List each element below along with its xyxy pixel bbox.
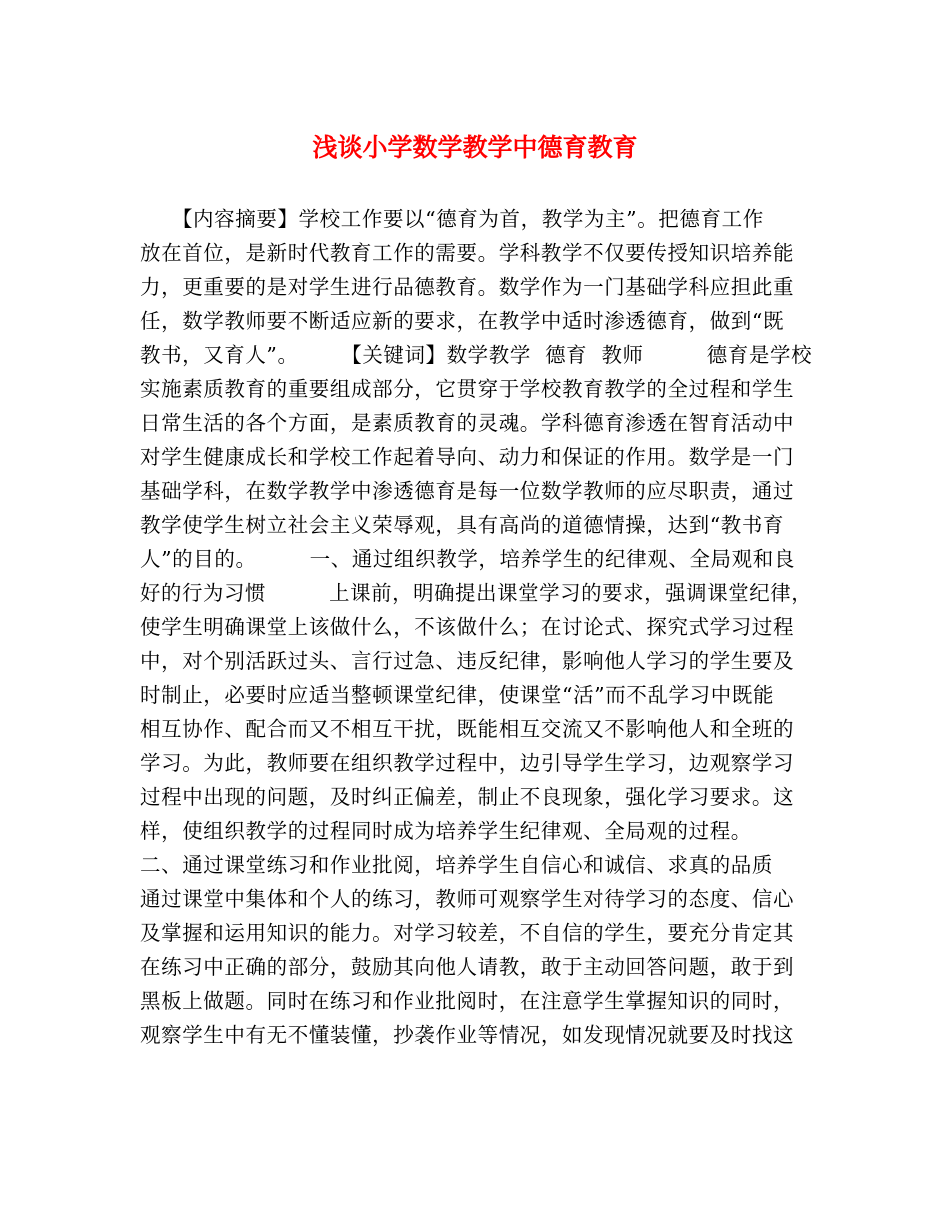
body-line: 教书，又育人”。 【关键词】数学教学 德育 教师 德育是学校 <box>140 343 813 367</box>
body-line: 二、通过课堂练习和作业批阅，培养学生自信心和诚信、求真的品质 <box>140 853 773 877</box>
body-line: 学习。为此，教师要在组织教学过程中，边引导学生学习，边观察学习 <box>140 751 795 775</box>
body-line: 教学使学生树立社会主义荣辱观，具有高尚的道德情操，达到“教书育 <box>140 513 785 537</box>
body-line: 及掌握和运用知识的能力。对学习较差，不自信的学生，要充分肯定其 <box>140 921 795 945</box>
body-line: 样，使组织教学的过程同时成为培养学生纪律观、全局观的过程。 <box>140 819 752 843</box>
body-line: 任，数学教师要不断适应新的要求，在教学中适时渗透德育，做到“既 <box>140 309 785 333</box>
body-line: 基础学科，在数学教学中渗透德育是每一位数学教师的应尽职责，通过 <box>140 479 795 503</box>
document-title: 浅谈小学数学教学中德育教育 <box>312 133 638 162</box>
body-line: 【内容摘要】学校工作要以“德育为首，教学为主”。把德育工作 <box>140 207 764 231</box>
body-line: 使学生明确课堂上该做什么，不该做什么；在讨论式、探究式学习过程 <box>140 615 795 639</box>
document-body <box>140 202 812 1052</box>
body-line: 时制止，必要时应适当整顿课堂纪律，使课堂“活”而不乱学习中既能 <box>140 683 775 707</box>
body-line: 放在首位，是新时代教育工作的需要。学科教学不仅要传授知识培养能 <box>140 241 795 265</box>
body-line: 过程中出现的问题，及时纠正偏差，制止不良现象，强化学习要求。这 <box>140 785 795 809</box>
body-line: 黑板上做题。同时在练习和作业批阅时，在注意学生掌握知识的同时， <box>140 989 795 1013</box>
body-line: 相互协作、配合而又不相互干扰，既能相互交流又不影响他人和全班的 <box>140 717 795 741</box>
body-line: 观察学生中有无不懂装懂，抄袭作业等情况，如发现情况就要及时找这 <box>140 1023 795 1047</box>
body-line: 力，更重要的是对学生进行品德教育。数学作为一门基础学科应担此重 <box>140 275 795 299</box>
body-line: 人”的目的。 一、通过组织教学，培养学生的纪律观、全局观和良 <box>140 547 795 571</box>
body-line: 对学生健康成长和学校工作起着导向、动力和保证的作用。数学是一门 <box>140 445 795 469</box>
body-line: 实施素质教育的重要组成部分，它贯穿于学校教育教学的全过程和学生 <box>140 377 795 401</box>
body-line: 好的行为习惯 上课前，明确提出课堂学习的要求，强调课堂纪律， <box>140 581 813 605</box>
body-line: 日常生活的各个方面，是素质教育的灵魂。学科德育渗透在智育活动中 <box>140 411 795 435</box>
body-line: 通过课堂中集体和个人的练习，教师可观察学生对待学习的态度、信心 <box>140 887 795 911</box>
body-line: 在练习中正确的部分，鼓励其向他人请教，敢于主动回答问题，敢于到 <box>140 955 795 979</box>
body-line: 中，对个别活跃过头、言行过急、违反纪律，影响他人学习的学生要及 <box>140 649 795 673</box>
